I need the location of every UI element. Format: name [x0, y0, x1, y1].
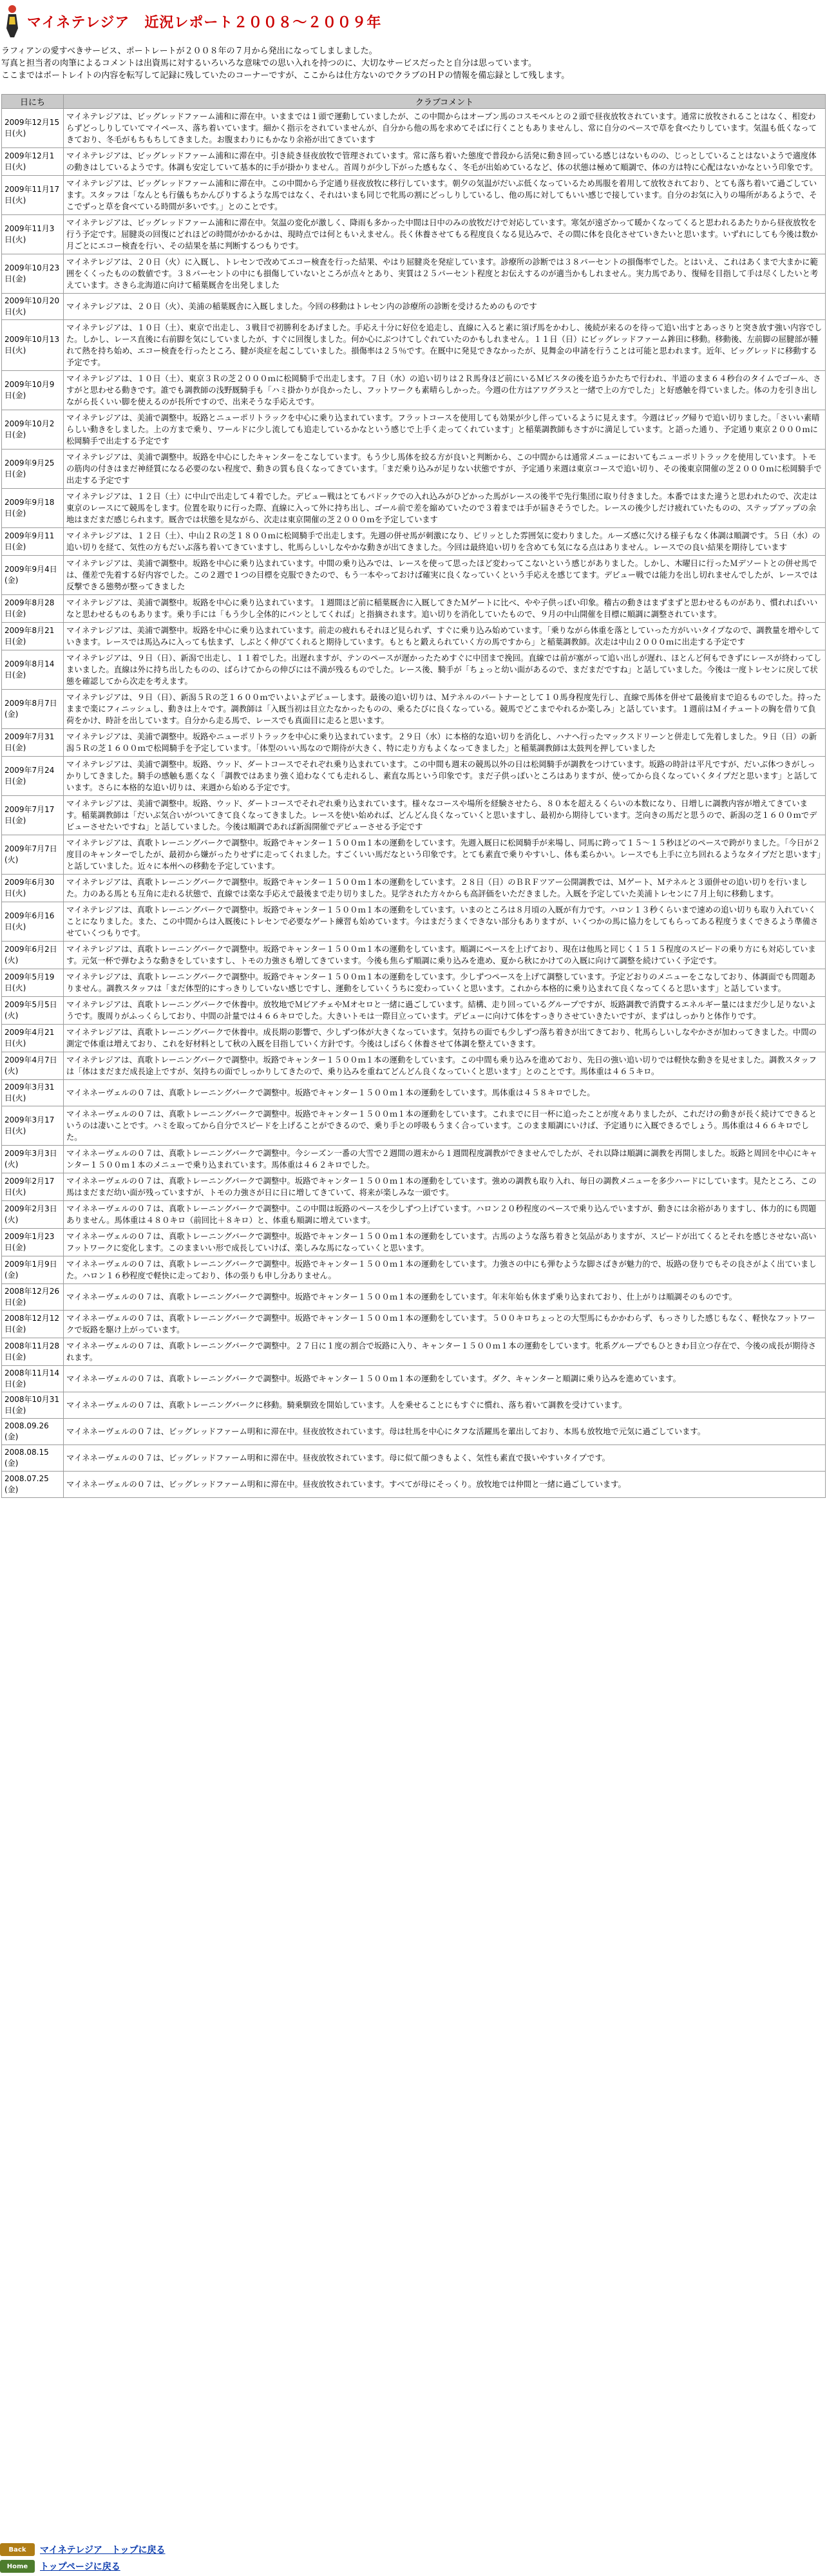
table-row: [2, 729, 826, 757]
row-date: 2009年2月17日(火): [2, 1173, 64, 1201]
table-row: [2, 254, 826, 294]
row-date: 2008年11月28日(金): [2, 1338, 64, 1366]
row-date: 2009年4月21日(火): [2, 1025, 64, 1052]
row-date: 2009年11月3日(火): [2, 215, 64, 254]
row-date: 2009年3月31日(火): [2, 1080, 64, 1106]
row-date: 2009年8月7日(金): [2, 690, 64, 729]
table-row: [2, 148, 826, 176]
row-comment: マイネネーヴェルの０７は、真歌トレーニングパークで調整中。坂路でキャンター１５００ｍ１本の運動をしています。５００キロちょっとの大型馬にもかかわらず、もっさりした感じもなく、軽快なフットワークで坂路を駆け上がっています。: [64, 1311, 826, 1338]
row-comment: マイネネーヴェルの０７は、ビッグレッドファーム明和に滞在中。昼夜放牧されています。すべてが母にそっくり。放牧地では仲間と一緒に過ごしています。: [64, 1472, 826, 1498]
row-comment: マイネテレジアは、美浦で調整中。坂路を中心にしたキャンターをこなしています。もう少し馬体を絞る方が良いと判断から、この中間からは通常メニューにおいてもニューポリトラックを使用しています。トモの筋肉の付きはまだ神経質になる必要のない程度で、動きの質も良くなってきています。「まだ乗り込みが足りない状態ですが、予定通り来週は東京コースで追い切り、その後東京開催の芝２０００ｍに松岡騎手で出走する予定です: [64, 450, 826, 489]
row-comment: マイネテレジアは、ビッグレッドファーム浦和に滞在中。いままでは１頭で運動していましたが、この中間からはオープン馬のコスモベルとの２頭で昼夜放牧されています。通常に放牧されることはなく、相変わらずどっしりしていてマイペース、落ち着いています。細かく指示をされていませんが、自分から他の馬を求めてそばに行くこともありませんし、常に自分のペースで草を食べたりしています。気温も低くなってきており、冬毛がもちもちしてきました。お腹まわりにもかなり余裕が出てきています: [64, 109, 826, 148]
row-date: 2009年7月7日(火): [2, 835, 64, 875]
row-comment: マイネテレジアは、美浦で調整中。坂路、ウッド、ダートコースでそれぞれ乗り込まれています。様々なコースや場所を経験させたら、８０本を超えるくらいの本数になり、日増しに調教内容が増えてきています。稲葉調教師は「だいぶ気合いがついてきて良くなってきました。レースを使い始めれば、どんどん良くなっていくと思いますし、最初から期待しています。芝向きの馬だと思うので、新潟の芝１６００ｍでデビューさせたいですね」と話していました。今後は順調であれば新潟開催でデビューさせる予定です: [64, 796, 826, 835]
table-row: [2, 1366, 826, 1392]
table-body: [2, 109, 826, 1498]
table-row: [2, 1201, 826, 1229]
row-date: 2009年10月13日(火): [2, 320, 64, 371]
table-row: [2, 1106, 826, 1146]
row-date: 2009年8月28日(金): [2, 595, 64, 623]
table-row: [2, 176, 826, 215]
row-date: 2008.09.26(金): [2, 1419, 64, 1445]
row-date: 2008年11月14日(金): [2, 1366, 64, 1392]
row-comment: マイネネーヴェルの０７は、真歌トレーニングパークで調整中。坂路でキャンター１５００ｍ１本の運動をしています。これまでに目一杯に追ったことが度々ありましたが、これだけの動きが長く続けてできるというのは凄いことです。ハミを取ってから自分でスピードを上げることができるので、乗り手との呼吸もうまく合っています。このまま順調にいけば、予定通りに入厩できるでしょう。馬体重は４６６キロでした。: [64, 1106, 826, 1146]
row-comment: マイネテレジアは、真歌トレーニングパークで調整中。坂路でキャンター１５００ｍ１本の運動をしています。少しずつペースを上げて調整しています。予定どおりのメニューをこなしており、体調面でも問題ありません。調教スタッフは「まだ体型的にすっきりしていない感じですし、運動をしていくうちに変わっていくと思います。これから本格的に乗り込まれて良くなってくると思います」と話しています。: [64, 969, 826, 997]
row-comment: マイネネーヴェルの０７は、真歌トレーニングパークで調整中。坂路でキャンター１５００ｍ１本の運動をしています。強めの調教も取り入れ、毎日の調教メニューを多少ハードにしています。見たところ、この馬はまだまだ幼い面が残っていますが、トモの力強さが日に日に増してきていて、将来が楽しみな一頭です。: [64, 1173, 826, 1201]
table-row: [2, 623, 826, 650]
table-row: [2, 215, 826, 254]
row-comment: マイネテレジアは、美浦で調整中。坂路を中心に乗り込まれています。前走の疲れもそれほど見られず、すぐに乗り込み始めています。「乗りながら体重を落としていった方がいいタイプなので、調教量を増やしていきます。レースでは馬込みに入っても怯まず、しぶとく伸びてくれると期待しています。もともと鍛えられていく方の馬ですから」と稲葉調教師。次走は中山２０００ｍに出走する予定です: [64, 623, 826, 650]
row-date: 2009年7月31日(金): [2, 729, 64, 757]
row-comment: マイネテレジアは、ビッグレッドファーム浦和に滞在中。気温の変化が激しく、降雨も多かった中間は日中のみの放牧だけで対応しています。寒気が遠ざかって暖かくなってくると思われるあたりから昼夜放牧を行う予定です。屈腱炎の回復にどれほどの時間がかかるかは、現時点では何ともいえません。長く休養させてもる程度良くなる見込みで、その間に体を良化させていきたいと思います。いずれにしても今後は数か月ごとにエコー検査を行い、その結果を基に判断するつもりです。: [64, 215, 826, 254]
table-row: [2, 320, 826, 371]
home-icon: Home: [0, 2560, 35, 2573]
row-comment: マイネネーヴェルの０７は、真歌トレーニングパークで調整中。今シーズン一番の大雪で２週間の週末から１週間程度調教ができませんでしたが、それ以降は順調に調教を再開しました。坂路と周回を中心にキャンター１５００ｍ１本のメニューで乗り込まれています。馬体重は４６２キロでした。: [64, 1146, 826, 1173]
row-comment: マイネテレジアは、美浦で調整中。坂路を中心に乗り込まれています。中間の乗り込みでは、レースを使って思ったほど変わってこないという感じがありました。しかし、木曜日に行ったＭデソートとの併せ馬では、僅差で先着する好内容でした。この２週で１つの目標を克服できたので、もう一本やっておけば確実に良くなっていくという手応えを感じてます。デビュー戦では能力を出し切れませんでしたが、レースでは反撃できる態勢が整ってきました: [64, 556, 826, 595]
row-date: 2008.07.25(金): [2, 1472, 64, 1498]
table-row: [2, 1445, 826, 1472]
row-date: 2009年7月17日(金): [2, 796, 64, 835]
table-row: [2, 997, 826, 1025]
row-comment: マイネテレジアは、真歌トレーニングパークで調整中。坂路でキャンター１５００ｍ１本の運動をしています。２８日（日）のＢＲＦツアー公開調教では、Ｍゲート、Ｍテネルと３頭併せの追い切りを行いました。力のある馬とも互角に走れる状態で、直線では楽な手応えで最後まで走り切りました。見学された方々からも高評価をいただきました。入厩を予定していた美浦トレセンに７月上旬に移動します。: [64, 875, 826, 902]
table-row: [2, 1146, 826, 1173]
intro-line: ここまではポートレイトの内容を転写して記録に残していたのコーナーですが、ここからは仕方ないのでクラブのＨＰの情報を備忘録として残します。: [1, 71, 570, 80]
row-comment: マイネテレジアは、真歌トレーニングパークで休養中。成長期の影響で、少しずつ体が大きくなっています。気持ちの面でも少しずつ落ち着きが出てきており、牝馬らしいしなやかさが加わってきました。中間の測定で体重は増えており、これを好材料として秋の入厩を目指していく方針です。今後はしばらく休養させて体調を整えていきます。: [64, 1025, 826, 1052]
row-date: 2009年5月19日(火): [2, 969, 64, 997]
row-date: 2009年9月25日(金): [2, 450, 64, 489]
row-comment: マイネテレジアは、真歌トレーニングパークで調整中。坂路でキャンター１５００ｍ１本の運動をしています。この中間も乗り込みを進めており、先日の強い追い切りでは軽快な動きを見せました。調教スタッフは「体はまだまだ成長途上ですが、気持ちの面でしっかりしてきたので、乗り込みを重ねてどんどん良くなっていくと思います」とのことです。馬体重は４６５キロ。: [64, 1052, 826, 1080]
table-row: [2, 1419, 826, 1445]
row-date: 2009年6月30日(火): [2, 875, 64, 902]
row-date: 2009年8月21日(金): [2, 623, 64, 650]
row-comment: マイネネーヴェルの０７は、真歌トレーニングパークで調整中。坂路でキャンター１５００ｍ１本の運動をしています。馬体重は４５８キロでした。: [64, 1080, 826, 1106]
table-row: [2, 875, 826, 902]
row-date: 2009年12月1日(火): [2, 148, 64, 176]
row-comment: マイネネーヴェルの０７は、真歌トレーニングパークで調整中。坂路でキャンター１５００ｍ１本の運動をしています。ダク、キャンターと順調に乗り込みを進めています。: [64, 1366, 826, 1392]
row-comment: マイネテレジアは、９日（日）、新潟で出走し、１１着でした。出遅れますが、テンのペースが遅かったためすぐに中団まで挽回。直線では前が塞がって追い出しが遅れ、ほとんど何もできずにレースが終わってしまいました。直線は外に持ち出したものの、ばらけてからの伸びには不満が残るものでした。レース後、騎手が「ちょっと幼い面があるので、まだまだですね」と話していました。今後は一度トレセンに戻して状態を確認してから次走を考えます。: [64, 650, 826, 690]
row-comment: マイネネーヴェルの０７は、真歌トレーニングパークで調整中。２７日に１度の割合で坂路に入り、キャンター１５００ｍ１本の運動をしています。牝系グループでもひときわ目立つ存在で、今後の成長が期待されます。: [64, 1338, 826, 1366]
intro-line: ラフィアンの愛すべきサービス、ポートレートが２００８年の７月から発出になってしましました。: [1, 46, 377, 56]
table-row: [2, 969, 826, 997]
table-row: [2, 796, 826, 835]
table-header-row: [2, 95, 826, 109]
table-row: [2, 410, 826, 450]
table-row: [2, 1080, 826, 1106]
row-date: 2009年5月5日(火): [2, 997, 64, 1025]
table-row: [2, 1284, 826, 1311]
table-row: [2, 109, 826, 148]
row-date: 2008年12月12日(金): [2, 1311, 64, 1338]
row-comment: マイネテレジアは、真歌トレーニングパークで調整中。坂路でキャンター１５００ｍ１本の運動をしています。いまのところは８月頃の入厩が有力です。ハロン１３秒くらいまで速めの追い切りも取り入れていくことになりました。また、この中間からは入厩後にトレセンで必要なゲート練習も始めています。今はまだうまくできない部分もありますが、いくつかの馬に協力をしてもらってある程度うまくできるよう準備させていくつもりです。: [64, 902, 826, 942]
row-date: 2008年10月31日(金): [2, 1392, 64, 1419]
row-date: 2009年10月9日(金): [2, 371, 64, 410]
row-comment: マイネテレジアは、２０日（火）に入厩し、トレセンで改めてエコー検査を行った結果、やはり屈腱炎を発症しています。診療所の診断では３８パーセントの損傷率でした。とはいえ、これはあくまで大まかに範囲をくくったものの数値です。３８パーセントの中にも損傷していないところが点々とあり、実質は２５パーセント程度とお伝えするのが適当かもしれません。実力馬であり、復帰を目指して手は尽くしたいと考えています。さきら北海道に向けて稲葉厩舎を出発しました: [64, 254, 826, 294]
row-comment: マイネテレジアは、１０日（土）、東京３Ｒの芝２０００ｍに松岡騎手で出走します。７日（水）の追い切りは２Ｒ馬身ほど前にいるＭビスタの後を追うかたちで行われ、半道のまま６４秒台のタイムでゴール、さすがと思わせる動きです。誰でも調教師の浅野厩騎手も「ハミ掛かりが良かったし、フットワークも素晴らしかった。今週の仕方はアワグラスと一緒で上の方でした」と好感触を得ていました。体の力を引き出しながら長くいい脚を使えるのが長所ですので、出来そうな手応えです。: [64, 371, 826, 410]
row-date: 2009年1月9日(金): [2, 1256, 64, 1284]
row-comment: マイネネーヴェルの０７は、真歌トレーニングパークで調整中。坂路でキャンター１５００ｍ１本の運動をしています。年末年始も休まず乗り込まれており、仕上がりは順調そのものです。: [64, 1284, 826, 1311]
row-date: 2009年6月16日(火): [2, 902, 64, 942]
column-header-comment: クラブコメント: [64, 95, 826, 109]
table-row: [2, 1025, 826, 1052]
table-row: [2, 690, 826, 729]
footer-link-horse-top: [0, 2543, 827, 2557]
row-date: 2009年2月3日(火): [2, 1201, 64, 1229]
row-date: 2009年8月14日(金): [2, 650, 64, 690]
row-date: 2008年12月26日(金): [2, 1284, 64, 1311]
table-row: [2, 489, 826, 528]
row-comment: マイネテレジアは、真歌トレーニングパークで調整中。坂路でキャンター１５００ｍ１本の運動をしています。順調にペースを上げており、現在は他馬と同じく１５１５程度のスピードの乗り方にも対応しています。元気一杯で弾むような動きをしていますし、トモの力強さも増してきています。今後も焦らず順調に乗り込みを進め、夏から秋にかけての入厩に向けて調整を続けていく予定です。: [64, 942, 826, 969]
row-date: 2009年3月3日(火): [2, 1146, 64, 1173]
row-date: 2009年7月24日(金): [2, 757, 64, 796]
row-date: 2009年6月2日(火): [2, 942, 64, 969]
row-comment: マイネテレジアは、真歌トレーニングパークで調整中。坂路でキャンター１５００ｍ１本の運動をしています。先週入厩日に松岡騎手が来場し、同馬に跨って１５～１５秒ほどのペースで跨がりました。「今日が２度目のキャンターでしたが、最初から嫌がったりせずに走ってくれました。すごくいい馬だなという印象です。とても素直で乗りやすいし、体も柔らかい。レースでも上手に立ち回れるようなタイプだと思います」と話していました。近々に本州への移動を予定しています。: [64, 835, 826, 875]
intro-line: 写真と担当者の肉筆によるコメントは出資馬に対するいろいろな意味での思い入れを持つのに、大切なサービスだったと自分は思っています。: [1, 59, 537, 68]
table-row: [2, 1173, 826, 1201]
table-row: [2, 450, 826, 489]
row-comment: マイネネーヴェルの０７は、真歌トレーニングパークで調整中。坂路でキャンター１５００ｍ１本の運動をしています。古馬のような落ち着きと気品がありますが、スピードが出てくるとそれを感じさせない高いフットワークに変化します。このままいい形で成長していけば、楽しみな馬になっていくと思います。: [64, 1229, 826, 1256]
page-title: マイネテレジア 近況レポート２００８～２００９年: [27, 15, 382, 31]
row-date: 2009年12月15日(火): [2, 109, 64, 148]
table-row: [2, 1052, 826, 1080]
row-comment: マイネテレジアは、ビッグレッドファーム浦和に滞在中。引き続き昼夜放牧で管理されています。常に落ち着いた態度で普段から活発に動き回っている感じはないものの、じっとしていることはないようで適度体の動きはしているようです。体調も安定していて基本的に手が掛かりません。首周りが少し下がった感もなく、冬毛が出始めているなど、体の状態は極めて順調で、体の方は特に心配はないかなという印象です。: [64, 148, 826, 176]
row-comment: マイネネーヴェルの０７は、ビッグレッドファーム明和に滞在中。昼夜放牧されています。母は牡馬を中心にタフな活躍馬を輩出しており、本馬も放牧地で元気に過ごしています。: [64, 1419, 826, 1445]
table-row: [2, 371, 826, 410]
row-comment: マイネテレジアは、ビッグレッドファーム浦和に滞在中。この中間から予定通り昼夜放牧に移行しています。朝夕の気温がだいぶ低くなっているため馬服を着用して放牧されており、とても落ち着いて過ごしています。スタッフは「なんとも行儀もちかんびりするような馬ではなく、それはいまも同じで牝馬の割にどっしりしているし、他の馬に対してもいい感じで接しています。自分のお気に入りの場所があるようで、そこでずっと草を食べている時間が多いです。」とのことです。: [64, 176, 826, 215]
table-row: [2, 1311, 826, 1338]
footer-link-site-top: [0, 2559, 827, 2573]
row-date: 2009年9月4日(金): [2, 556, 64, 595]
page-header: [0, 0, 827, 40]
row-comment: マイネネーヴェルの０７は、真歌トレーニングパークで調整中。坂路でキャンター１５００ｍ１本の運動をしています。力強さの中にも弾むような脚さばきが魅力的で、坂路の登りでもその良さがよく出ていました。ハロン１６秒程度で軽快に走っており、体の張りも申し分ありません。: [64, 1256, 826, 1284]
row-comment: マイネテレジアは、１０日（土）、東京で出走し、３戦目で初勝利をあげました。手応え十分に好位を追走し、直線に入ると素に須げ馬をかわし、後続が来るのを待って追い出すとあっさりと突き放す強い内容でした。しかし、レース直後に右前脚を気にしていましたが、すぐに回復しました。何か心にぶつけてしぐれていたのかもしれません。１１日（日）にビッグレッドファーム鉾田に移動。移動後、左前脚の屈腱部が腫れて熱を持ち始め、エコー検査を行ったところ、腱が炎症を起こしていました。損傷率は２５％です。在厩中に発見できなかったが、見舞金の申請を行うことは可能と思われます。近年、ビッグレッドに移動する予定です。: [64, 320, 826, 371]
table-row: [2, 757, 826, 796]
row-date: 2009年10月2日(金): [2, 410, 64, 450]
table-row: [2, 556, 826, 595]
row-comment: マイネネーヴェルの０７は、真歌トレーニングパークで調整中。この中間は坂路のペースを少しずつ上げています。ハロン２０秒程度のペースで乗り込んでいますが、動きには余裕がありますし、体力的にも問題ありません。馬体重は４８０キロ（前回比＋８キロ）と、体重も順調に増えています。: [64, 1201, 826, 1229]
row-date: 2009年10月20日(火): [2, 294, 64, 320]
row-comment: マイネテレジアは、美浦で調整中。坂路を中心に乗り込まれています。１週間ほど前に稲葉厩舎に入厩してきたＭゲートに比べ、やや子供っぽい印象。稽古の動きはまずまずと思わせるものがあり、慣れればいいなと思わせるものもあります。乗り手には「もう少し全体的にパンとしてくれば」と指摘されます。追い切りを消化していたもので、９月の中山開催を目標に順調に調整されています。: [64, 595, 826, 623]
row-comment: マイネテレジアは、９日（日）、新潟５Ｒの芝１６００ｍでいよいよデビューします。最後の追い切りは、Ｍテネルのパートナーとして１０馬身程度先行し、直線で馬体を併せて最後肩まで迫るものでした。持ったままで楽にフィニッシュし、動きは上々です。調教師は「入厩当初は目立たなかったものの、乗るたびに良くなっている。競馬でどこまでやれるか楽しみ」と話しています。１週前はＭイチュートの胸を借りて負荷をかけ、時計を出しています。自分から走る馬で、レースでも真面目に走ると思います。: [64, 690, 826, 729]
row-date: 2008.08.15(金): [2, 1445, 64, 1472]
row-date: 2009年1月23日(金): [2, 1229, 64, 1256]
horse-top-link[interactable]: マイネテレジア トップに戻る: [40, 2545, 166, 2555]
table-row: [2, 902, 826, 942]
row-date: 2009年4月7日(火): [2, 1052, 64, 1080]
horse-logo-icon: [3, 3, 22, 39]
report-table: [1, 94, 826, 1498]
table-row: [2, 1392, 826, 1419]
row-comment: マイネネーヴェルの０７は、ビッグレッドファーム明和に滞在中。昼夜放牧されています。母に似て顔つきもよく、気性も素直で扱いやすいタイプです。: [64, 1445, 826, 1472]
row-date: 2009年9月11日(金): [2, 528, 64, 556]
intro-text: [1, 45, 819, 82]
table-row: [2, 1338, 826, 1366]
table-row: [2, 835, 826, 875]
table-row: [2, 294, 826, 320]
row-comment: マイネネーヴェルの０７は、真歌トレーニングパークに移動。騎乗馴致を開始しています。人を乗せることにもすぐに慣れ、落ち着いて調教を受けています。: [64, 1392, 826, 1419]
row-comment: マイネテレジアは、美浦で調整中。坂路、ウッド、ダートコースでそれぞれ乗り込まれています。この中間も週末の競馬以外の日は松岡騎手が調教をつけています。坂路の時計は平凡ですが、だいぶ体つきがしっかりしてきました。騎手の感触も悪くなく「調教ではあまり強く追わなくても走れるし、素直な馬という印象です。まだ子供っぽいところはありますが、使ってから良くなっていくタイプだと思います」と話しています。さらに本格的な追い切りは、来週から始める予定です。: [64, 757, 826, 796]
table-row: [2, 1472, 826, 1498]
row-comment: マイネテレジアは、１２日（土）、中山２Ｒの芝１８００ｍに松岡騎手で出走します。先週の併せ馬が刺激になり、ピリッとした雰囲気に変わりました。ルーズ感に欠ける様子もなく体調は順調です。５日（水）の追い切りを経て、気性の方もだいぶ落ち着いてきていますし、牝馬らしいしなやかな動きが出てきました。今回は最終追い切りを含めても気になる点はありません。レースでの良い結果を期待しています: [64, 528, 826, 556]
row-comment: マイネテレジアは、真歌トレーニングパークで休養中。放牧地でＭビアチェやＭオセロと一緒に過ごしています。結構、走り回っているグループですが、坂路調教で消費するエネルギー量にはまだ少し足りないようです。腹周りがふっくらしており、中間の計量では４６６キロでした。大きいトモは一際目立っています。デビューに向けて体をすっきりさせていきたいですが、まずはしっかりと体作りです。: [64, 997, 826, 1025]
column-header-date: 日にち: [2, 95, 64, 109]
table-row: [2, 595, 826, 623]
row-date: 2009年3月17日(火): [2, 1106, 64, 1146]
table-row: [2, 528, 826, 556]
table-row: [2, 942, 826, 969]
row-date: 2009年11月17日(火): [2, 176, 64, 215]
site-top-link[interactable]: トップページに戻る: [40, 2562, 120, 2572]
row-comment: マイネテレジアは、２０日（火）、美浦の稲葉厩舎に入厩しました。今回の移動はトレセン内の診療所の診断を受けるためのものです: [64, 294, 826, 320]
back-icon: Back: [0, 2543, 35, 2556]
row-comment: マイネテレジアは、美浦で調整中。坂路とニューポリトラックを中心に乗り込まれています。フラットコースを使用しても効果が少し伴っているように見えます。今週はビッグ帰りで追い切りました。「さいい素晴らしい動きをしました。上の方まで乗り、ワールドに少し流しても追走しているかなという感じで上手く走ってくれています」と稲葉調教師もさすがに満足しています。と語った通り、予定通り東京２０００ｍに松岡騎手で出走する予定です: [64, 410, 826, 450]
row-date: 2009年9月18日(金): [2, 489, 64, 528]
table-row: [2, 1256, 826, 1284]
table-row: [2, 1229, 826, 1256]
row-comment: マイネテレジアは、１２日（土）に中山で出走して４着でした。デビュー戦はとてもパドックでの入れ込みがひどかった馬がレースの後半で先行集団に取り付きました。本番ではまた違うと思われたので、次走は東京のレースにて競馬をします。位置を取りに行った際、直線に入って外に持ち出し、ゴール前で差を縮めていたので３着までは手が届きそうでした。レースの後少しだけ疲れていたものの、ステップアップの余地はまだまだ感じられます。厩舎では状態を見ながら、次走は東京開催の芝２０００ｍを予定しています: [64, 489, 826, 528]
table-row: [2, 650, 826, 690]
footer-nav: [0, 2543, 827, 2576]
row-date: 2009年10月23日(金): [2, 254, 64, 294]
row-comment: マイネテレジアは、美浦で調整中。坂路やニューポリトラックを中心に乗り込まれています。２９日（水）に本格的な追い切りを消化し、ハナへ行ったマックスドリーンと併走して先着しました。９日（日）の新潟５Ｒの芝１６００ｍで松岡騎手を予定しています。「体型のいい馬なので期待が大きく、特に走り方もよくなってきました」と稲葉調教師は太鼓判を押していました: [64, 729, 826, 757]
